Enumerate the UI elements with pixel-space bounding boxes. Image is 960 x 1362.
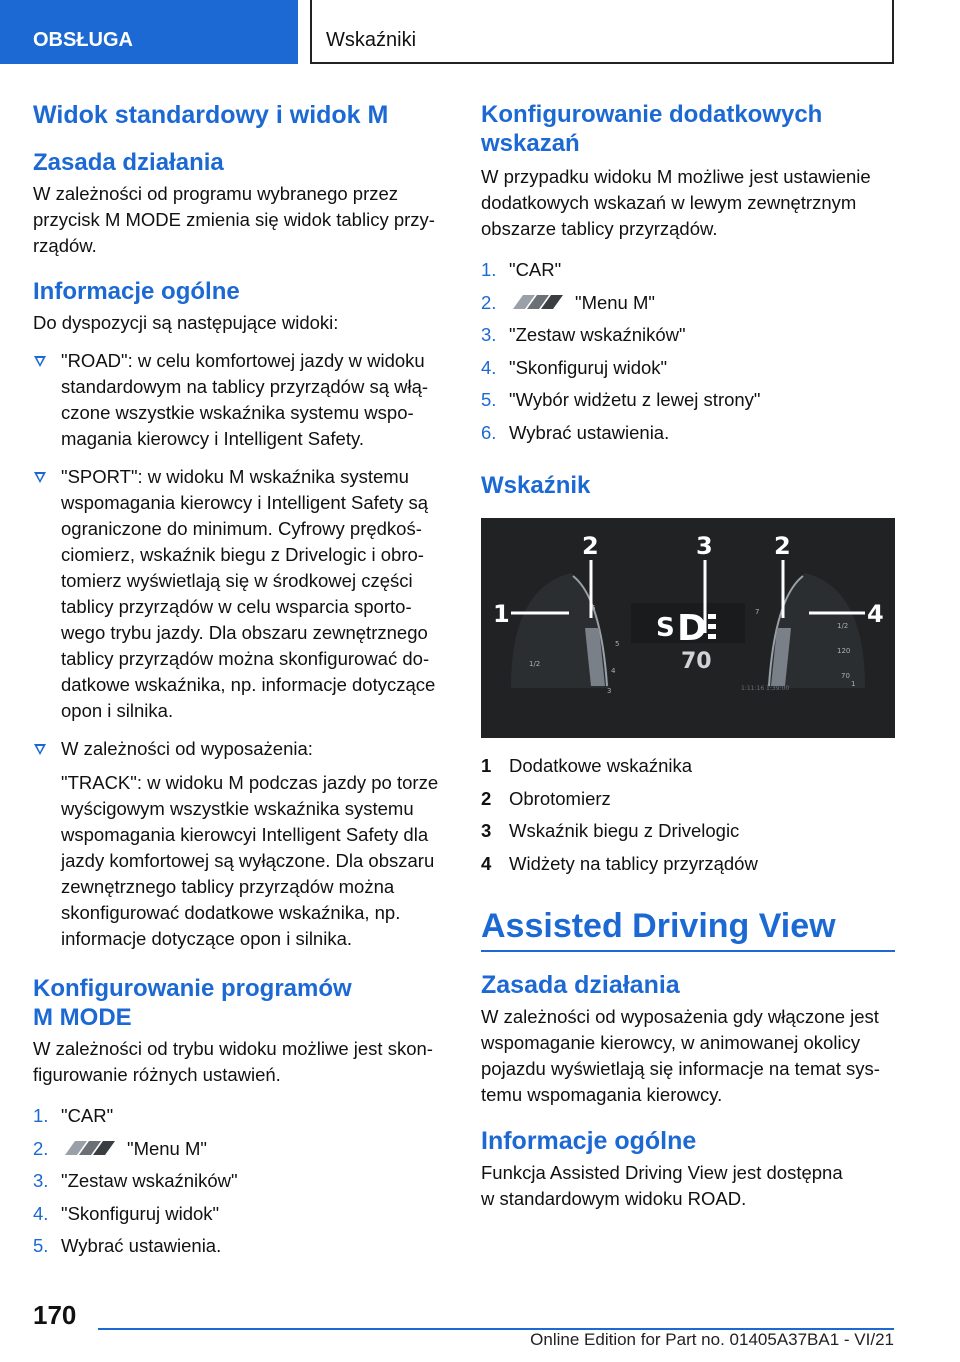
- m-stripes-icon: [509, 295, 565, 309]
- gear-mode-indicator: D: [677, 608, 707, 649]
- scale-label: 5: [615, 640, 620, 648]
- views-list: [33, 348, 447, 952]
- list-item: 5. Wybrać ustawienia.: [33, 1235, 222, 1256]
- list-item: 4 Widżety na tablicy przyrządów: [481, 852, 758, 874]
- heading-assisted-general: Informacje ogólne: [481, 1127, 697, 1155]
- header-section-tab: OBSŁUGA: [0, 0, 298, 64]
- assisted-principle-text: W zależności od wyposażenia gdy włączone jest wspomaganie kierowcy, w animowanej okolicy pojazdu wyświetlają się informacje na temat systemu wspomagania kierowcy.: [481, 1006, 880, 1105]
- footer-edition: Online Edition for Part no. 01405A37BA1 - VI/21: [530, 1330, 894, 1349]
- list-item: "ROAD": w celu komfortowej jazdy w widoku standardowym na tablicy przyrządów są włączone wszystkie wskaźnika systemu wspomagania kierowcy i Intelligent Safety.: [33, 348, 447, 452]
- extra-text: W przypadku widoku M możliwe jest ustawienie dodatkowych wskazań w lewym zewnętrznym obszarze tablicy przyrządów.: [481, 166, 871, 239]
- list-item: 1 Dodatkowe wskaźnika: [481, 755, 693, 776]
- list-item: W zależności od wyposażenia: "TRACK": w widoku M podczas jazdy po torze wyścigowym wszystkie wskaźnika systemu wspomagania kierowcyi Intelligent Safety dla jazdy komfortowej są wyłączone. Dla obszaru zewnętrznego tablicy przyrządów można skonfigurować dodatkowe wskaźnika, np. informacje dotyczące opon i silnika.: [33, 736, 447, 952]
- scale-label: 1/2: [837, 622, 849, 630]
- list-item: 5. "Wybór widżetu z lewej strony": [481, 389, 761, 410]
- scale-label: 1/2: [529, 660, 541, 668]
- heading-assisted-principle: Zasada działania: [481, 971, 680, 999]
- callout-1: 1: [493, 600, 510, 628]
- config-steps: [33, 1100, 447, 1263]
- left-column: [33, 100, 447, 1263]
- heading-indicator: Wskaźnik: [481, 472, 591, 499]
- principle-text: W zależności od programu wybranego przez przycisk M MODE zmienia się widok tablicy przyrządów.: [33, 183, 435, 256]
- list-item: "SPORT": w widoku M wskaźnika systemu wspomagania kierowcy i Intelligent Safety są ograniczone do minimum. Cyfrowy prędkościomierz, wskaźnik biegu z Drivelogic i obrotomierz wyświetlają się w środkowej części tablicy przyrządów w celu wsparcia sportowego trybu jazdy. Dla obszaru zewnętrznego tablicy przyrządów można skonfigurować dodatkowe wskaźnika, np. informacje dotyczące opon i silnika.: [33, 464, 447, 724]
- callout-2: 2: [774, 532, 791, 560]
- gear-indicator: S: [656, 613, 675, 643]
- track-text: "TRACK": w widoku M podczas jazdy po torze wyścigowym wszystkie wskaźnika systemu wspomagania kierowcyi Intelligent Safety dla jazdy komfortowej są wyłączone. Dla obszaru zewnętrznego tablicy przyrządów można skonfigurować dodatkowe wskaźnika, np. informacje dotyczące opon i silnika.: [61, 772, 439, 949]
- list-item: 2 Obrotomierz: [481, 787, 611, 809]
- list-item: 3 Wskaźnik biegu z Drivelogic: [481, 820, 740, 841]
- scale-label: 6: [591, 604, 596, 612]
- scale-label: 7: [755, 608, 760, 616]
- scale-label: 70: [841, 672, 850, 680]
- heading-config-mmode: Konfigurowanie programów M MODE: [33, 975, 352, 1031]
- instrument-cluster-figure: [481, 518, 895, 738]
- callout-3: 3: [696, 532, 713, 560]
- scale-label: 120: [837, 647, 851, 655]
- list-item: 1. "CAR": [481, 259, 562, 280]
- list-item: 2. "Menu M": [481, 291, 655, 313]
- figure-legend: [481, 750, 895, 880]
- list-item: 3. "Zestaw wskaźników": [481, 324, 686, 345]
- config-text: W zależności od trybu widoku możliwe jest skonfigurowanie różnych ustawień.: [33, 1038, 433, 1085]
- assisted-general-text: Funkcja Assisted Driving View jest dostępna w standardowym widoku ROAD.: [481, 1162, 843, 1209]
- list-item: 2. "Menu M": [33, 1137, 207, 1159]
- section-title-standard-view: Widok standardowy i widok M: [33, 101, 389, 129]
- page-number: 170: [33, 1300, 77, 1330]
- scale-label: 1: [851, 680, 856, 688]
- list-item: 4. "Skonfiguruj widok": [481, 356, 668, 378]
- m-stripes-icon: [61, 1141, 117, 1155]
- list-item: 6. Wybrać ustawienia.: [481, 421, 670, 443]
- callout-2: 2: [582, 532, 599, 560]
- scale-label: 4: [611, 667, 616, 675]
- heading-general: Informacje ogólne: [33, 278, 240, 305]
- extra-steps: [481, 254, 895, 449]
- list-item: 1. "CAR": [33, 1105, 114, 1126]
- scale-label: 3: [607, 687, 612, 695]
- list-item: 3. "Zestaw wskaźników": [33, 1170, 238, 1191]
- header-chapter-title: Wskaźniki: [310, 0, 894, 64]
- list-item: 4. "Skonfiguruj widok": [33, 1202, 220, 1224]
- heading-principle: Zasada działania: [33, 149, 224, 176]
- section-title-assisted-driving: Assisted Driving View: [481, 906, 895, 952]
- heading-extra-indicators: Konfigurowanie dodatkowych wskazań: [481, 101, 823, 157]
- speed-readout: 70: [681, 649, 712, 674]
- callout-4: 4: [867, 600, 884, 628]
- right-column: [481, 100, 895, 1212]
- cluster-footer-text: 1:11:16 1:39:00: [741, 685, 790, 692]
- general-intro: Do dyspozycji są następujące widoki:: [33, 312, 339, 333]
